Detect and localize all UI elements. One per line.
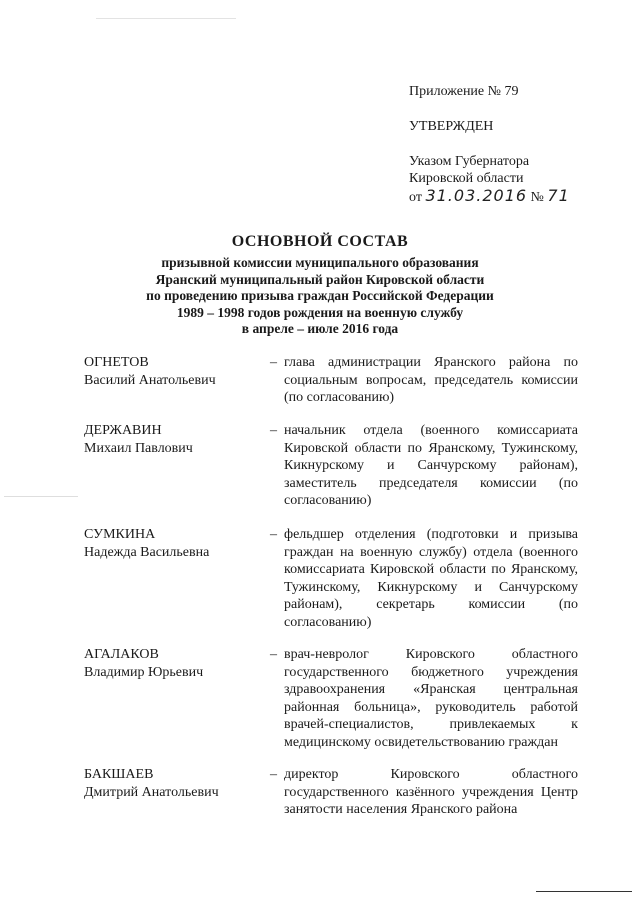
member-surname: БАКШАЕВ xyxy=(84,767,154,782)
heading-line-5: в апреле – июле 2016 года xyxy=(241,321,399,336)
scan-artifact-left xyxy=(4,496,78,497)
member-name xyxy=(84,646,274,681)
member-name xyxy=(84,766,274,801)
decree-line-1: Указом Губернатора xyxy=(409,154,530,169)
member-name xyxy=(84,526,274,561)
heading-line-1: призывной комиссии муниципального образования xyxy=(161,255,479,270)
member-given-names: Владимир Юрьевич xyxy=(84,664,204,680)
member-dash: – xyxy=(270,767,277,782)
member-role: врач-невролог Кировского областного государственного бюджетного учреждения здравоохранения «Яранская центральная районная больница», руководитель работой врачей-специалистов, привлекаемых к медицинскому освидетельствованию граждан xyxy=(284,647,578,750)
member-name xyxy=(84,422,274,457)
decree-date-line xyxy=(409,187,570,206)
member-given-names: Василий Анатольевич xyxy=(84,372,216,388)
document-title: ОСНОВНОЙ СОСТАВ xyxy=(231,233,409,250)
member-dash: – xyxy=(270,527,277,542)
scan-artifact-top xyxy=(96,18,236,19)
member-role: фельдшер отделения (подготовки и призыва граждан на военную службу) отдела (военного комиссариата Кировской области по Яранскому, Тужинскому, Кикнурскому и Санчурскому районам), секретарь комиссии (по согласованию) xyxy=(284,527,578,630)
heading-line-2: Яранский муниципальный район Кировской области xyxy=(155,271,485,287)
approval-block xyxy=(409,83,570,206)
member-given-names: Михаил Павлович xyxy=(84,440,193,456)
member-dash: – xyxy=(270,647,277,662)
member-given-names: Дмитрий Анатольевич xyxy=(84,784,219,800)
member-surname: ДЕРЖАВИН xyxy=(84,423,162,438)
member-role: директор Кировского областного государственного казённого учреждения Центр занятости населения Яранского района xyxy=(284,767,578,817)
member-surname: АГАЛАКОВ xyxy=(84,647,159,662)
decree-line-2: Кировской области xyxy=(409,171,524,186)
handwritten-date: 31.03.2016 xyxy=(425,186,528,205)
member-surname: СУМКИНА xyxy=(84,527,156,542)
heading-line-3: по проведению призыва граждан Российской Федерации xyxy=(146,288,494,303)
member-surname: ОГНЕТОВ xyxy=(84,355,149,370)
date-prefix: от xyxy=(409,190,422,205)
member-name xyxy=(84,354,274,389)
heading-line-4: 1989 – 1998 годов рождения на военную службу xyxy=(176,304,464,320)
member-role: начальник отдела (военного комиссариата Кировской области по Яранскому, Тужинскому, Кикнурскому и Санчурскому районам), заместитель председателя комиссии (по согласованию) xyxy=(284,423,578,508)
footer-rule xyxy=(536,891,632,892)
member-given-names: Надежда Васильевна xyxy=(84,544,210,560)
approved-label: УТВЕРЖДЕН xyxy=(409,119,494,134)
appendix-number: Приложение № 79 xyxy=(409,84,519,99)
member-dash: – xyxy=(270,423,277,438)
number-prefix: № xyxy=(530,190,544,205)
handwritten-number: 71 xyxy=(547,186,570,205)
document-heading xyxy=(0,232,640,338)
member-dash: – xyxy=(270,355,277,370)
member-role: глава администрации Яранского района по социальным вопросам, председатель комиссии (по согласованию) xyxy=(284,355,578,405)
